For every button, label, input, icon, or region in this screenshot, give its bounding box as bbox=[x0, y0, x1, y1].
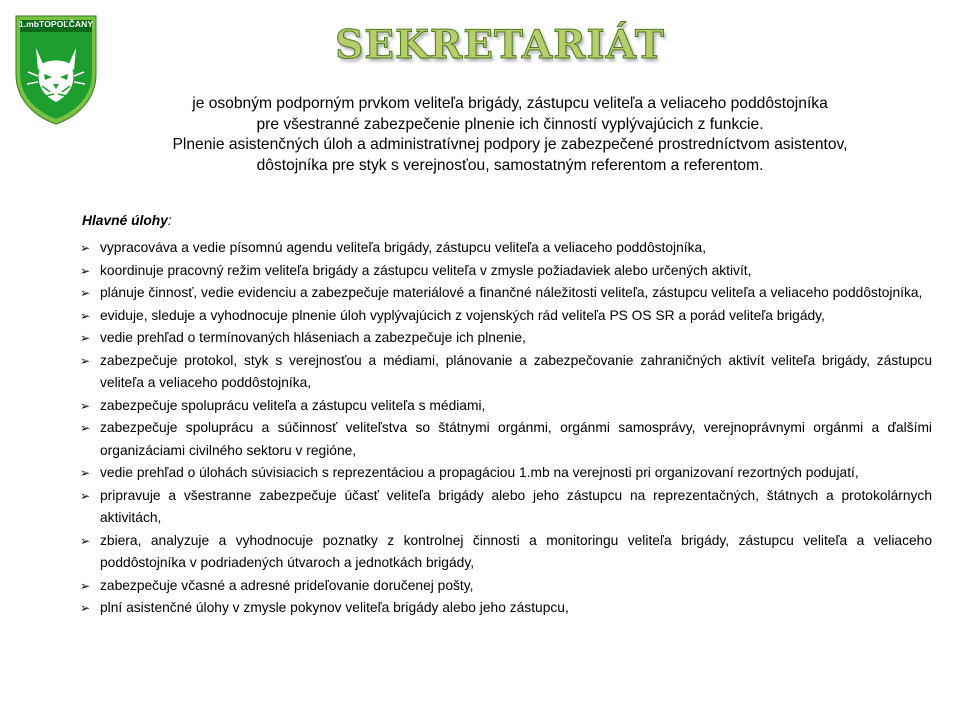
list-item: ➢ zabezpečuje včasné a adresné prideľovanie doručenej pošty, bbox=[80, 575, 932, 598]
intro-paragraph bbox=[60, 94, 960, 176]
list-item: ➢ plánuje činnosť, vedie evidenciu a zabezpečuje materiálové a finančné náležitosti veliteľa, zástupcu veliteľa a veliaceho poddôstojníka, bbox=[80, 282, 932, 305]
list-item: ➢ zabezpečuje protokol, styk s verejnosťou a médiami, plánovanie a zabezpečovanie zahraničných aktivít veliteľa brigády, zástupcu veliteľa a veliaceho poddôstojníka, bbox=[80, 350, 932, 395]
tasks-heading-colon: : bbox=[167, 213, 172, 228]
list-item: ➢ vedie prehľad o termínovaných hláseniach a zabezpečuje ich plnenie, bbox=[80, 327, 932, 350]
list-item: ➢ zbiera, analyzuje a vyhodnocuje poznatky z kontrolnej činnosti a monitoringu veliteľa brigády, zástupcu veliteľa a veliaceho poddôstojníka v podriadených útvaroch a jednotkách brigády, bbox=[80, 530, 932, 575]
emblem-text: 1.mbTOPOĽČANY bbox=[18, 19, 94, 29]
tasks-list bbox=[80, 237, 932, 620]
list-item: ➢ koordinuje pracovný režim veliteľa brigády a zástupcu veliteľa v zmysle požiadaviek alebo určených aktivít, bbox=[80, 260, 932, 283]
intro-line: dôstojníka pre styk s verejnosťou, samostatným referentom a referentom. bbox=[256, 156, 764, 174]
list-item: ➢ eviduje, sleduje a vyhodnocuje plnenie úloh vyplývajúcich z vojenských rád veliteľa PS OS SR a porád veliteľa brigády, bbox=[80, 305, 932, 328]
page-title: SEKRETARIÁT bbox=[335, 22, 665, 68]
intro-line: Plnenie asistenčných úloh a administratívnej podpory je zabezpečené prostredníctvom asistentov, bbox=[172, 136, 848, 153]
tasks-heading bbox=[82, 213, 172, 228]
list-item: ➢ plní asistenčné úlohy v zmysle pokynov veliteľa brigády alebo jeho zástupcu, bbox=[80, 597, 932, 620]
list-item: ➢ zabezpečuje spoluprácu a súčinnosť veliteľstva so štátnymi orgánmi, orgánmi samosprávy, verejnoprávnymi orgánmi a ďalšími organizáciami civilného sektoru v regióne, bbox=[80, 417, 932, 462]
tasks-heading-label: Hlavné úlohy bbox=[82, 213, 168, 228]
intro-line: je osobným podporným prvkom veliteľa brigády, zástupcu veliteľa a veliaceho poddôstojníka bbox=[192, 95, 828, 112]
list-item: ➢ zabezpečuje spoluprácu veliteľa a zástupcu veliteľa s médiami, bbox=[80, 395, 932, 418]
list-item: ➢ vedie prehľad o úlohách súvisiacich s reprezentáciou a propagáciou 1.mb na verejnosti pri organizovaní rezortných podujatí, bbox=[80, 462, 932, 485]
intro-line: pre všestranné zabezpečenie plnenie ich činností vyplývajúcich z funkcie. bbox=[256, 115, 764, 133]
list-item: ➢ vypracováva a vedie písomnú agendu veliteľa brigády, zástupcu veliteľa a veliaceho poddôstojníka, bbox=[80, 237, 932, 260]
list-item: ➢ pripravuje a všestranne zabezpečuje účasť veliteľa brigády alebo jeho zástupcu na reprezentačných, štátnych a protokolárnych aktivitách, bbox=[80, 485, 932, 530]
